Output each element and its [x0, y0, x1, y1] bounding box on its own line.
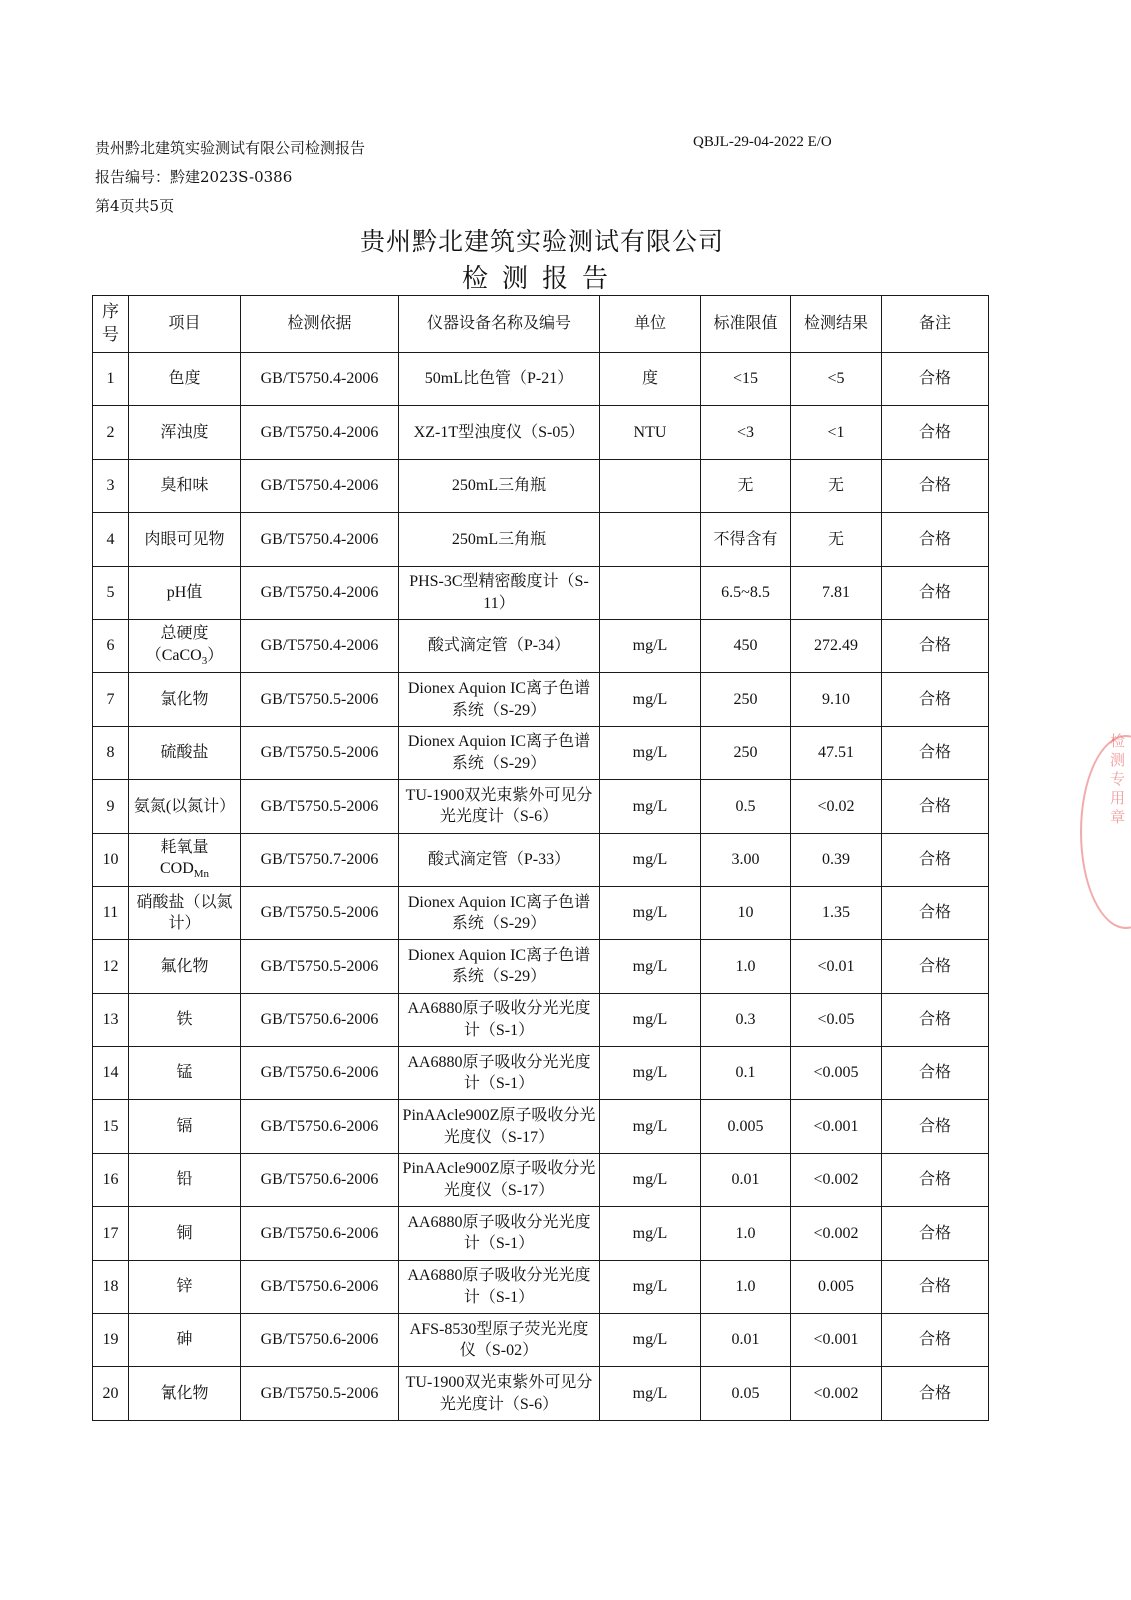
- cell-unit: NTU: [600, 406, 701, 459]
- cell-limit: 250: [701, 726, 791, 779]
- cell-result: 1.35: [791, 886, 882, 939]
- cell-seq: 5: [93, 566, 129, 619]
- cell-item: 铜: [129, 1207, 241, 1260]
- cell-unit: mg/L: [600, 619, 701, 672]
- cell-seq: 10: [93, 833, 129, 886]
- cell-item: 锌: [129, 1260, 241, 1313]
- cell-limit: 10: [701, 886, 791, 939]
- table-row: [93, 993, 989, 1046]
- table-row: [93, 886, 989, 939]
- cell-result: <0.05: [791, 993, 882, 1046]
- item-formula-base: COD: [159, 860, 194, 878]
- table-row: [93, 513, 989, 566]
- cell-basis: GB/T5750.4-2006: [241, 619, 399, 672]
- cell-result: <0.002: [791, 1207, 882, 1260]
- cell-basis: GB/T5750.5-2006: [241, 780, 399, 833]
- cell-basis: GB/T5750.5-2006: [241, 1367, 399, 1420]
- cell-seq: 20: [93, 1367, 129, 1420]
- cell-instrument: Dionex Aquion IC离子色谱系统（S-29）: [399, 886, 600, 939]
- cell-unit: mg/L: [600, 673, 701, 726]
- cell-remark: 合格: [882, 833, 989, 886]
- cell-instrument: 酸式滴定管（P-34）: [399, 619, 600, 672]
- table-row: [93, 406, 989, 459]
- cell-unit: mg/L: [600, 1314, 701, 1367]
- table-row: [93, 1047, 989, 1100]
- cell-seq: 14: [93, 1047, 129, 1100]
- cell-result: <0.002: [791, 1153, 882, 1206]
- cell-instrument: 酸式滴定管（P-33）: [399, 833, 600, 886]
- cell-seq: 13: [93, 993, 129, 1046]
- cell-limit: 0.05: [701, 1367, 791, 1420]
- cell-instrument: Dionex Aquion IC离子色谱系统（S-29）: [399, 726, 600, 779]
- cell-basis: GB/T5750.6-2006: [241, 1260, 399, 1313]
- cell-remark: 合格: [882, 1207, 989, 1260]
- cell-limit: 250: [701, 673, 791, 726]
- cell-result: <5: [791, 353, 882, 406]
- cell-limit: 1.0: [701, 940, 791, 993]
- cell-result: 47.51: [791, 726, 882, 779]
- cell-basis: GB/T5750.5-2006: [241, 886, 399, 939]
- cell-remark: 合格: [882, 459, 989, 512]
- cell-result: 9.10: [791, 673, 882, 726]
- cell-result: <0.02: [791, 780, 882, 833]
- cell-instrument: AA6880原子吸收分光光度计（S-1）: [399, 1047, 600, 1100]
- cell-instrument: PinAAcle900Z原子吸收分光光度仪（S-17）: [399, 1153, 600, 1206]
- cell-instrument: AA6880原子吸收分光光度计（S-1）: [399, 993, 600, 1046]
- cell-limit: 无: [701, 459, 791, 512]
- cell-remark: 合格: [882, 353, 989, 406]
- cell-limit: 450: [701, 619, 791, 672]
- cell-basis: GB/T5750.6-2006: [241, 1153, 399, 1206]
- cell-unit: mg/L: [600, 1207, 701, 1260]
- cell-unit: 度: [600, 353, 701, 406]
- cell-seq: 17: [93, 1207, 129, 1260]
- cell-item: 铅: [129, 1153, 241, 1206]
- cell-limit: 0.1: [701, 1047, 791, 1100]
- table-row: [93, 673, 989, 726]
- cell-remark: 合格: [882, 1047, 989, 1100]
- cell-basis: GB/T5750.6-2006: [241, 993, 399, 1046]
- cell-limit: 0.005: [701, 1100, 791, 1153]
- cell-limit: 0.3: [701, 993, 791, 1046]
- cell-result: 无: [791, 513, 882, 566]
- col-header-basis: 检测依据: [241, 296, 399, 353]
- cell-unit: [600, 513, 701, 566]
- cell-basis: GB/T5750.4-2006: [241, 353, 399, 406]
- col-header-item: 项目: [129, 296, 241, 353]
- cell-item: 砷: [129, 1314, 241, 1367]
- table-row: [93, 780, 989, 833]
- cell-instrument: AA6880原子吸收分光光度计（S-1）: [399, 1260, 600, 1313]
- header-doc-code: QBJL-29-04-2022 E/O: [693, 134, 832, 150]
- cell-result: 0.39: [791, 833, 882, 886]
- cell-unit: mg/L: [600, 886, 701, 939]
- cell-result: <0.01: [791, 940, 882, 993]
- cell-item: 铁: [129, 993, 241, 1046]
- table-row: [93, 833, 989, 886]
- cell-result: 7.81: [791, 566, 882, 619]
- cell-instrument: XZ-1T型浊度仪（S-05）: [399, 406, 600, 459]
- cell-unit: [600, 459, 701, 512]
- cell-unit: mg/L: [600, 1367, 701, 1420]
- cell-item: pH值: [129, 566, 241, 619]
- cell-unit: mg/L: [600, 1047, 701, 1100]
- cell-basis: GB/T5750.4-2006: [241, 566, 399, 619]
- cell-basis: GB/T5750.5-2006: [241, 726, 399, 779]
- cell-limit: 0.01: [701, 1314, 791, 1367]
- cell-basis: GB/T5750.6-2006: [241, 1100, 399, 1153]
- cell-remark: 合格: [882, 886, 989, 939]
- cell-instrument: Dionex Aquion IC离子色谱系统（S-29）: [399, 940, 600, 993]
- cell-basis: GB/T5750.7-2006: [241, 833, 399, 886]
- cell-item: 肉眼可见物: [129, 513, 241, 566]
- cell-unit: mg/L: [600, 993, 701, 1046]
- item-formula-subscript: 3: [201, 655, 208, 668]
- cell-remark: 合格: [882, 780, 989, 833]
- cell-basis: GB/T5750.6-2006: [241, 1047, 399, 1100]
- item-formula-end: ）: [207, 646, 224, 664]
- cell-remark: 合格: [882, 513, 989, 566]
- cell-instrument: TU-1900双光束紫外可见分光光度计（S-6）: [399, 780, 600, 833]
- cell-unit: mg/L: [600, 940, 701, 993]
- cell-limit: 0.5: [701, 780, 791, 833]
- col-header-instrument: 仪器设备名称及编号: [399, 296, 600, 353]
- cell-instrument: TU-1900双光束紫外可见分光光度计（S-6）: [399, 1367, 600, 1420]
- header-page-info: 第4页共5页: [95, 197, 175, 215]
- cell-limit: <3: [701, 406, 791, 459]
- cell-item: 氰化物: [129, 1367, 241, 1420]
- cell-unit: mg/L: [600, 780, 701, 833]
- cell-item: 氟化物: [129, 940, 241, 993]
- cell-instrument: PinAAcle900Z原子吸收分光光度仪（S-17）: [399, 1100, 600, 1153]
- header-report-number: 报告编号：黔建2023S-0386: [95, 168, 293, 186]
- table-row: [93, 1260, 989, 1313]
- col-header-result: 检测结果: [791, 296, 882, 353]
- header-lab-report-line: 贵州黔北建筑实验测试有限公司检测报告: [95, 139, 366, 157]
- cell-unit: mg/L: [600, 833, 701, 886]
- cell-seq: 19: [93, 1314, 129, 1367]
- cell-remark: 合格: [882, 673, 989, 726]
- cell-item: 镉: [129, 1100, 241, 1153]
- cell-basis: GB/T5750.4-2006: [241, 406, 399, 459]
- cell-remark: 合格: [882, 1260, 989, 1313]
- inspection-table: [92, 295, 989, 1421]
- cell-limit: 3.00: [701, 833, 791, 886]
- cell-limit: 1.0: [701, 1260, 791, 1313]
- cell-remark: 合格: [882, 993, 989, 1046]
- cell-item: 臭和味: [129, 459, 241, 512]
- cell-limit: 1.0: [701, 1207, 791, 1260]
- item-formula-base: （CaCO: [145, 646, 202, 664]
- cell-seq: 7: [93, 673, 129, 726]
- table-row: [93, 1367, 989, 1420]
- cell-result: 无: [791, 459, 882, 512]
- cell-result: <0.001: [791, 1314, 882, 1367]
- cell-limit: 0.01: [701, 1153, 791, 1206]
- cell-item: 浑浊度: [129, 406, 241, 459]
- cell-seq: 8: [93, 726, 129, 779]
- cell-seq: 6: [93, 619, 129, 672]
- cell-result: 0.005: [791, 1260, 882, 1313]
- cell-item: 硝酸盐（以氮计）: [129, 886, 241, 939]
- cell-remark: 合格: [882, 1153, 989, 1206]
- cell-seq: 16: [93, 1153, 129, 1206]
- cell-remark: 合格: [882, 1314, 989, 1367]
- cell-item: [129, 619, 241, 672]
- cell-seq: 18: [93, 1260, 129, 1313]
- table-row: [93, 566, 989, 619]
- cell-basis: GB/T5750.5-2006: [241, 940, 399, 993]
- cell-remark: 合格: [882, 619, 989, 672]
- cell-instrument: Dionex Aquion IC离子色谱系统（S-29）: [399, 673, 600, 726]
- cell-limit: 不得含有: [701, 513, 791, 566]
- cell-unit: mg/L: [600, 1153, 701, 1206]
- cell-remark: 合格: [882, 1367, 989, 1420]
- cell-result: <1: [791, 406, 882, 459]
- cell-item: 氯化物: [129, 673, 241, 726]
- cell-basis: GB/T5750.4-2006: [241, 459, 399, 512]
- item-formula: [132, 858, 237, 882]
- table-row: [93, 726, 989, 779]
- cell-basis: GB/T5750.5-2006: [241, 673, 399, 726]
- cell-seq: 11: [93, 886, 129, 939]
- cell-instrument: AFS-8530型原子荧光光度仪（S-02）: [399, 1314, 600, 1367]
- table-row: [93, 459, 989, 512]
- cell-result: <0.001: [791, 1100, 882, 1153]
- cell-item: 锰: [129, 1047, 241, 1100]
- seal-stamp: 检测专用章: [1108, 733, 1126, 828]
- cell-remark: 合格: [882, 566, 989, 619]
- company-name: 贵州黔北建筑实验测试有限公司: [359, 227, 724, 256]
- cell-remark: 合格: [882, 726, 989, 779]
- cell-remark: 合格: [882, 940, 989, 993]
- cell-seq: 4: [93, 513, 129, 566]
- cell-basis: GB/T5750.6-2006: [241, 1207, 399, 1260]
- table-row: [93, 1314, 989, 1367]
- item-name: 总硬度: [160, 625, 209, 643]
- cell-limit: <15: [701, 353, 791, 406]
- table-row: [93, 353, 989, 406]
- table-row: [93, 940, 989, 993]
- item-formula-subscript: Mn: [193, 868, 210, 881]
- report-title: 检测报告: [461, 264, 622, 294]
- cell-unit: [600, 566, 701, 619]
- cell-seq: 2: [93, 406, 129, 459]
- cell-item: 硫酸盐: [129, 726, 241, 779]
- cell-seq: 12: [93, 940, 129, 993]
- cell-unit: mg/L: [600, 1100, 701, 1153]
- cell-item: 氨氮(以氮计）: [129, 780, 241, 833]
- col-header-remark: 备注: [882, 296, 989, 353]
- item-name: 耗氧量: [160, 838, 209, 856]
- cell-instrument: 250mL三角瓶: [399, 459, 600, 512]
- cell-unit: mg/L: [600, 726, 701, 779]
- table-row: [93, 619, 989, 672]
- cell-instrument: 50mL比色管（P-21）: [399, 353, 600, 406]
- col-header-unit: 单位: [600, 296, 701, 353]
- table-row: [93, 1207, 989, 1260]
- cell-result: 272.49: [791, 619, 882, 672]
- cell-seq: 15: [93, 1100, 129, 1153]
- cell-result: <0.005: [791, 1047, 882, 1100]
- table-row: [93, 1100, 989, 1153]
- cell-remark: 合格: [882, 1100, 989, 1153]
- cell-limit: 6.5~8.5: [701, 566, 791, 619]
- cell-seq: 1: [93, 353, 129, 406]
- cell-seq: 9: [93, 780, 129, 833]
- col-header-limit: 标准限值: [701, 296, 791, 353]
- cell-item: 色度: [129, 353, 241, 406]
- cell-basis: GB/T5750.4-2006: [241, 513, 399, 566]
- cell-unit: mg/L: [600, 1260, 701, 1313]
- cell-remark: 合格: [882, 406, 989, 459]
- cell-result: <0.002: [791, 1367, 882, 1420]
- cell-seq: 3: [93, 459, 129, 512]
- cell-basis: GB/T5750.6-2006: [241, 1314, 399, 1367]
- cell-item: [129, 833, 241, 886]
- cell-instrument: PHS-3C型精密酸度计（S-11）: [399, 566, 600, 619]
- col-header-seq: 序号: [93, 296, 129, 353]
- cell-instrument: AA6880原子吸收分光光度计（S-1）: [399, 1207, 600, 1260]
- cell-instrument: 250mL三角瓶: [399, 513, 600, 566]
- item-formula: [132, 645, 237, 669]
- table-header-row: [93, 296, 989, 353]
- table-row: [93, 1153, 989, 1206]
